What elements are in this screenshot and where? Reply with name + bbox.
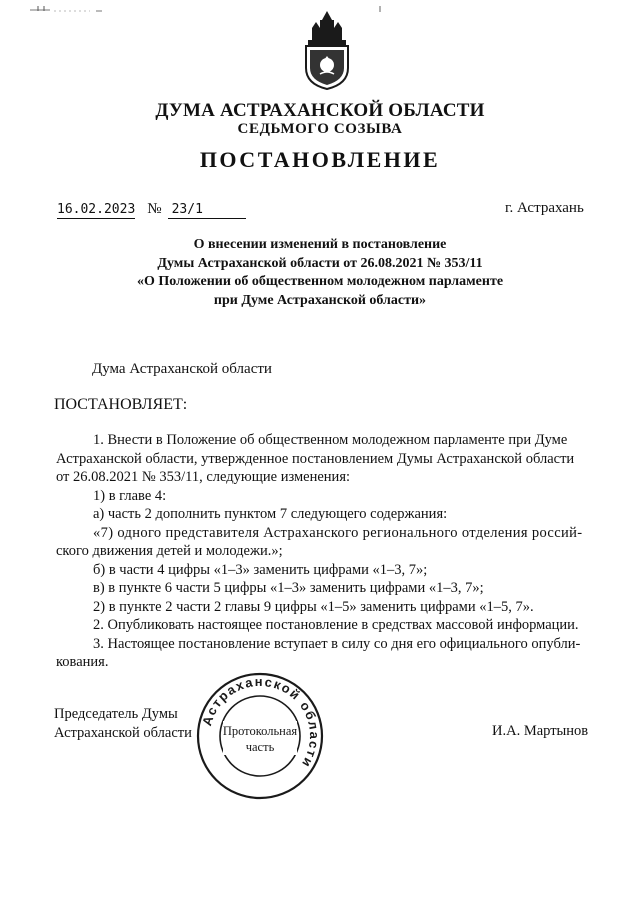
stamp-inner-text: Протокольная xyxy=(222,724,298,738)
convocation-subtitle: СЕДЬМОГО СОЗЫВА xyxy=(237,121,403,137)
body-line: от 26.08.2021 № 353/11, следующие изменения: xyxy=(56,469,351,485)
subject-line: «О Положении об общественном молодежном парламенте xyxy=(136,274,504,289)
position-line: Астраханской области xyxy=(54,725,192,741)
subject-line: при Думе Астраханской области» xyxy=(213,292,427,308)
body-line: а) часть 2 дополнить пунктом 7 следующего содержания: xyxy=(93,506,448,522)
body-line: 1) в главе 4: xyxy=(93,487,167,504)
subject-line: О внесении изменений в постановление xyxy=(193,237,447,252)
body-line: в) в пункте 6 части 5 цифры «1–3» заменить цифрами «1–3, 7»; xyxy=(93,580,484,596)
body-line: 3. Настоящее постановление вступает в силу со дня его официального опубли- xyxy=(93,635,581,652)
organization-title: ДУМА АСТРАХАНСКОЙ ОБЛАСТИ xyxy=(155,100,485,121)
document-date: 16.02.2023 xyxy=(57,202,136,217)
intro-text: Дума Астраханской области xyxy=(92,361,272,377)
date-number-line xyxy=(57,201,246,219)
stamp-inner-text: часть xyxy=(245,740,275,754)
body-line: «7) одного представителя Астраханского регионального отделения россий- xyxy=(93,524,583,541)
position-line: Председатель Думы xyxy=(54,706,178,722)
body-line: б) в части 4 цифры «1–3» заменить цифрами «1–3, 7»; xyxy=(93,561,428,578)
document-type: ПОСТАНОВЛЕНИЕ xyxy=(199,147,441,172)
subject-line: Думы Астраханской области от 26.08.2021 № 353/11 xyxy=(157,255,483,271)
decides-heading: ПОСТАНОВЛЯЕТ: xyxy=(54,396,188,413)
body-line: 2) в пункте 2 части 2 главы 9 цифры «1–5» заменить цифрами «1–5, 7». xyxy=(93,598,534,615)
city: г. Астрахань xyxy=(505,200,584,216)
stamp-ring-text: Астраханской области xyxy=(199,673,323,772)
number-sign: № xyxy=(147,201,162,217)
signatory-name: И.А. Мартынов xyxy=(492,723,589,739)
signatory-position xyxy=(54,705,192,743)
body-line: Астраханской области, утвержденное постановлением Думы Астраханской области xyxy=(56,450,575,467)
body-line: ского движения детей и молодежи.»; xyxy=(56,543,283,559)
body-line: 1. Внести в Положение об общественном молодежном парламенте при Думе xyxy=(93,432,568,448)
document-subject xyxy=(0,236,640,310)
official-stamp xyxy=(195,671,325,801)
body-line: кования. xyxy=(56,654,109,670)
coat-of-arms-icon xyxy=(300,10,354,90)
document-number: 23/1 xyxy=(168,202,246,219)
body-line: 2. Опубликовать настоящее постановление в средствах массовой информации. xyxy=(93,617,579,633)
